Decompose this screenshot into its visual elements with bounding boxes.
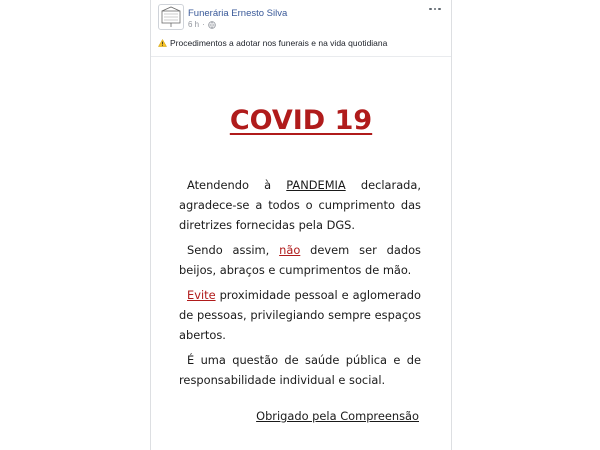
post-timestamp[interactable]: 6 h xyxy=(188,20,200,29)
post-meta: 6 h · xyxy=(188,20,216,29)
notice-title: COVID 19 xyxy=(229,105,373,136)
dot-icon xyxy=(438,8,441,11)
dot-icon xyxy=(429,8,432,11)
nao-highlight: não xyxy=(279,243,301,257)
notice-paragraph-1: Atendendo à PANDEMIA declarada, agradece-se a todos o cumprimento das diretrizes fornecidas pela DGS. xyxy=(179,178,422,232)
notice-paragraph-3: Evite proximidade pessoal e aglomerado de pessoas, privilegiando sempre espaços abertos. xyxy=(179,288,421,342)
warning-icon xyxy=(158,39,167,47)
notice-paragraph-2: Sendo assim, não devem ser dados beijos, abraços e cumprimentos de mão. xyxy=(179,243,421,277)
funeral-home-logo-icon xyxy=(159,5,183,29)
notice-body xyxy=(179,175,421,390)
evite-highlight: Evite xyxy=(187,288,216,302)
dot-icon xyxy=(434,8,437,11)
globe-icon xyxy=(208,21,216,29)
page-name-link[interactable]: Funerária Ernesto Silva xyxy=(188,8,288,19)
page-avatar[interactable] xyxy=(158,4,184,30)
notice-paragraph-4: É uma questão de saúde pública e de responsabilidade individual e social. xyxy=(179,353,421,387)
more-options-button[interactable] xyxy=(427,3,443,15)
pandemia-highlight: PANDEMIA xyxy=(286,178,346,192)
post-image-notice[interactable] xyxy=(151,56,451,450)
facebook-post xyxy=(150,0,452,450)
post-header xyxy=(151,0,451,56)
notice-closing: Obrigado pela Compreensão xyxy=(256,409,419,423)
caption-text: Procedimentos a adotar nos funerais e na vida quotidiana xyxy=(170,38,388,48)
post-caption xyxy=(158,38,387,48)
